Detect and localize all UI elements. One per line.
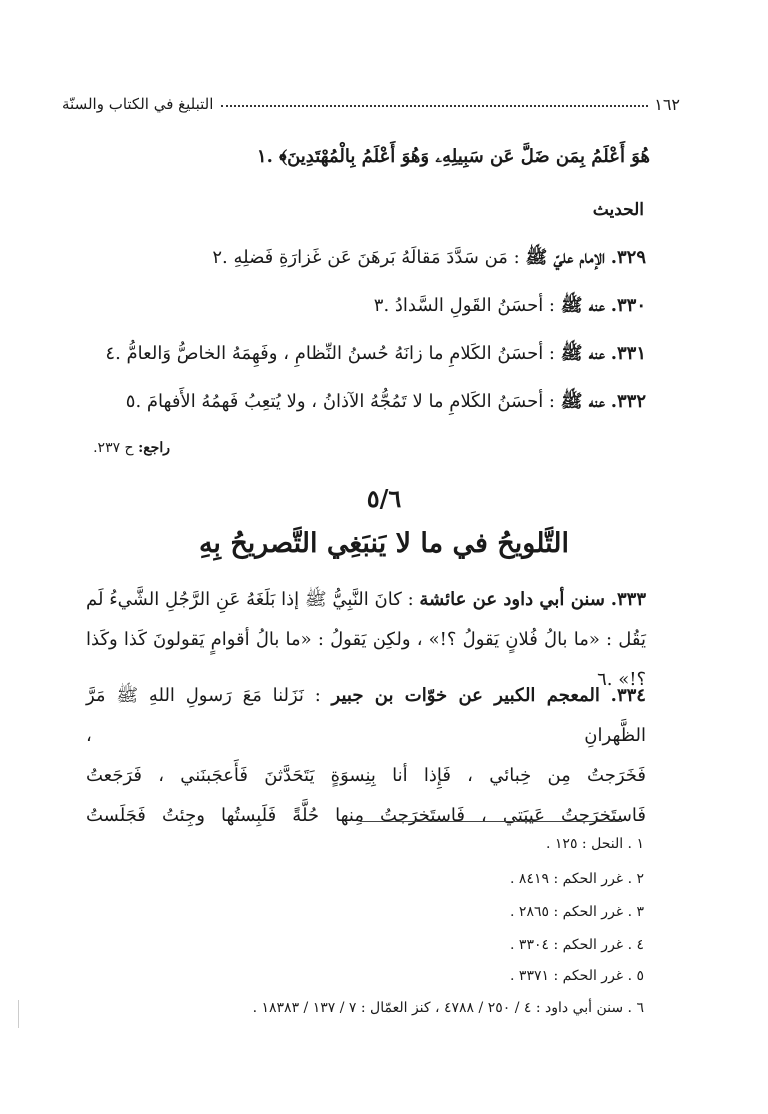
chapter-title: التَّلويحُ في ما لا يَنبَغِي التَّصريحُ بِهِ <box>198 528 570 559</box>
hadith-narrator: الإمام عليّ ﷺ <box>525 247 605 268</box>
hadith-332 <box>126 390 646 416</box>
footnote-2: ٢ . غرر الحكم : ٨٤١٩ . <box>510 871 644 887</box>
hadith-329 <box>212 246 646 272</box>
hadith-text: : أحسَنُ القَولِ السَّدادُ .٣ <box>373 295 555 316</box>
hadith-number: ٣٣٠. <box>610 295 646 316</box>
hadith-330 <box>374 294 646 320</box>
page-number: ١٦٢ <box>654 94 680 114</box>
hadith-narrator: عنه ﷺ <box>560 295 605 316</box>
hadith-number: ٣٣٣. <box>610 589 647 610</box>
hadith-number: ٣٣١. <box>610 343 646 364</box>
hadith-331 <box>105 342 646 368</box>
hadith-number: ٣٣٤. <box>610 685 646 706</box>
hadith-source: المعجم الكبير عن خوّات بن جبير <box>331 685 600 706</box>
cross-reference <box>93 440 170 456</box>
chapter-number: ٥/٦ <box>366 484 402 513</box>
hadith-text: : كانَ النَّبِيُّ ﷺ إذا بَلَغَهُ عَنِ الرَّجُلِ الشَّيءُ لَم يَقُل : «ما بالُ فُلانٍ يَقولُ ؟!» ، ولكِن يَقولُ : «ما بالُ أقوامٍ يَقولونَ كَذا وكَذا ؟!» .٦ <box>86 589 646 690</box>
section-heading: الحديث <box>592 200 644 220</box>
footnote-1: ١ . النحل : ١٢٥ . <box>546 836 644 852</box>
hadith-text: : أحسَنُ الكَلامِ ما لا تَمُجُّهُ الآذانُ ، ولا يُتعِبُ فَهمُهُ الأَفهامَ .٥ <box>125 391 555 412</box>
hadith-line-1 <box>86 676 646 756</box>
page-edge-mark <box>18 1000 19 1028</box>
dotted-leader <box>221 105 648 107</box>
hadith-narrator: عنه ﷺ <box>560 343 605 364</box>
hadith-number: ٣٢٩. <box>610 247 646 268</box>
footnote-5: ٥ . غرر الحكم : ٣٣٧١ . <box>510 968 644 984</box>
hadith-source: سنن أبي داود عن عائشة <box>419 589 605 610</box>
hadith-334 <box>86 676 646 836</box>
hadith-number: ٣٣٢. <box>610 391 646 412</box>
footnote-4: ٤ . غرر الحكم : ٣٣٠٤ . <box>510 937 644 953</box>
footnote-separator <box>360 821 622 822</box>
ref-label: راجع: <box>138 440 170 456</box>
hadith-narrator: عنه ﷺ <box>560 391 605 412</box>
footnote-6: ٦ . سنن أبي داود : ٤ / ٢٥٠ / ٤٧٨٨ ، كنز العمّال : ٧ / ١٣٧ / ١٨٣٨٣ . <box>252 1000 644 1016</box>
running-header <box>62 92 680 116</box>
footnote-3: ٣ . غرر الحكم : ٢٨٦٥ . <box>510 904 644 920</box>
running-title: التبليغ في الكتاب والسنّة <box>62 95 214 113</box>
hadith-line-3: فَاستَخرَجتُ عَيبَتي ، فَاستَخرَجتُ مِنها حُلَّةً فَلَبِستُها وجِئتُ فَجَلَستُ <box>86 805 646 826</box>
hadith-text: : نَزَلنا مَعَ رَسولِ اللهِ ﷺ مَرَّ الظَّهرانِ ، <box>86 685 646 746</box>
quran-verse: هُوَ أَعْلَمُ بِمَن ضَلَّ عَن سَبِيلِهِۦ وَهُوَ أَعْلَمُ بِالْمُهْتَدِينَ﴾ .١ <box>256 146 650 167</box>
hadith-text: : أحسَنُ الكَلامِ ما زانَهُ حُسنُ النِّظامِ ، وفَهِمَهُ الخاصُّ وَالعامُّ .٤ <box>105 343 555 364</box>
hadith-line-2: فَخَرَجتُ مِن خِبائي ، فَإِذا أنا بِنِسوَةٍ يَتَحَدَّثنَ فَأَعجَبنَني ، فَرَجَعتُ <box>86 765 646 786</box>
ref-value: ح ٢٣٧. <box>93 440 134 456</box>
hadith-text: : مَن سَدَّدَ مَقالَهُ بَرهَنَ عَن غَزارَةِ فَضلِهِ .٢ <box>212 247 520 268</box>
